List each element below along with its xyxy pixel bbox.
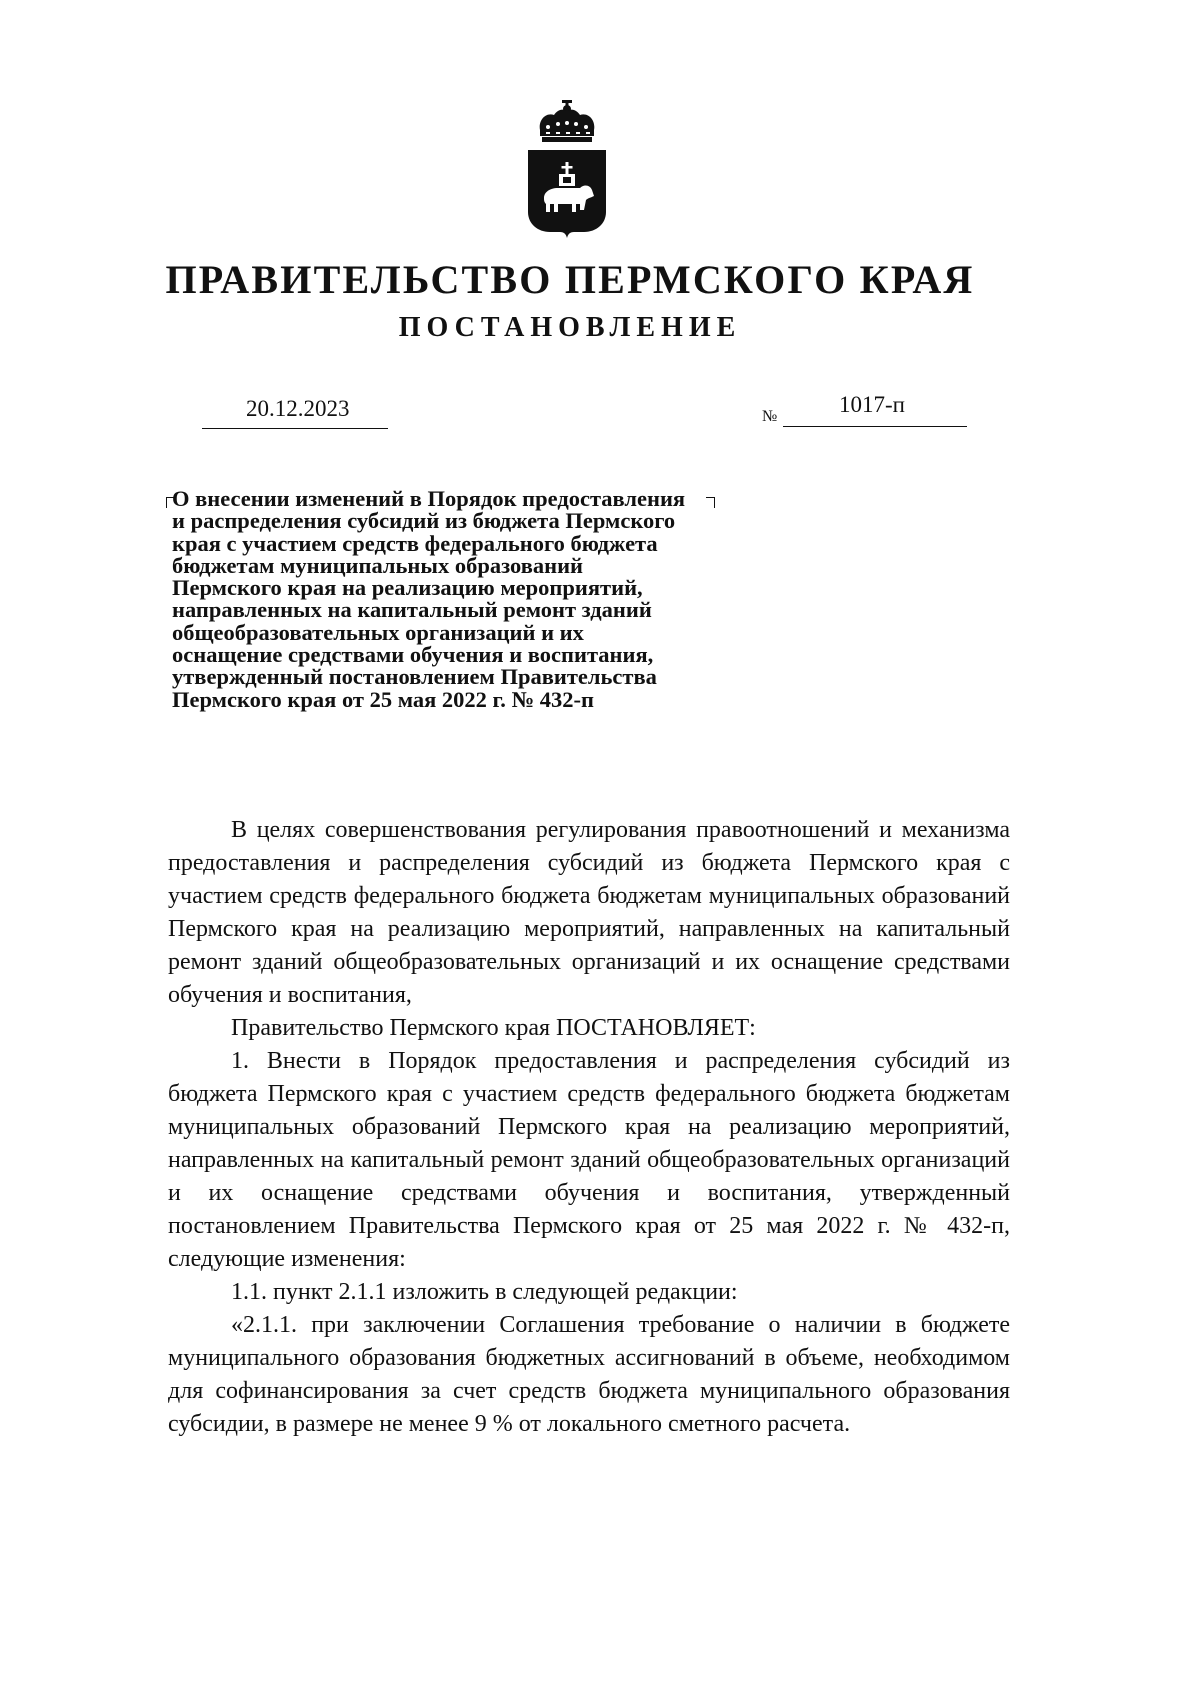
subject-line: О внесении изменений в Порядок предоставления <box>172 486 686 511</box>
subject-line: общеобразовательных организаций и их <box>172 619 584 645</box>
number-field <box>783 390 967 427</box>
body-paragraph-item-1: 1. Внести в Порядок предоставления и распределения субсидий из бюджета Пермского края с участием средств федерального бюджета бюджетам муниципальных образований Пермского края на реализацию мероприятий, направленных на капитальный ремонт зданий общеобразовательных организаций и их оснащение средствами обучения и воспитания, утвержденный постановлением Правительства Пермского края от 25 мая 2022 г. № 432-п, следующие изменения: <box>168 1048 1010 1272</box>
subject-line: Пермского края на реализацию мероприятий, <box>172 575 643 601</box>
coat-of-arms-icon <box>522 100 612 242</box>
body-paragraph-item-2-1-1: «2.1.1. при заключении Соглашения требование о наличии в бюджете муниципального образования бюджетных ассигнований в объеме, необходимом для софинансирования за счет средств бюджета муниципального образования субсидии, в размере не менее 9 % от локального сметного расчета. <box>168 1312 1010 1437</box>
subject-line: утвержденный постановлением Правительства <box>172 664 657 690</box>
subject-line: оснащение средствами обучения и воспитания, <box>172 642 654 668</box>
document-number: 1017-п <box>839 392 905 417</box>
document-date: 20.12.2023 <box>246 396 350 421</box>
number-label: № <box>762 408 778 425</box>
body-paragraph-item-1-1: 1.1. пункт 2.1.1 изложить в следующей редакции: <box>231 1279 738 1305</box>
document-subject <box>172 488 792 711</box>
subject-line: бюджетам муниципальных образований <box>172 552 583 578</box>
date-field <box>202 392 388 429</box>
subject-line: края с участием средств федерального бюджета <box>172 530 658 556</box>
body-paragraph-preamble: В целях совершенствования регулирования правоотношений и механизма предоставления и распределения субсидий из бюджета Пермского края с участием средств федерального бюджета бюджетам муниципальных образований Пермского края на реализацию мероприятий, направленных на капитальный ремонт зданий общеобразовательных организаций и их оснащение средствами обучения и воспитания, <box>168 817 1010 1008</box>
subject-line: Пермского края от 25 мая 2022 г. № 432-п <box>172 686 594 712</box>
body-paragraph-resolves: Правительство Пермского края ПОСТАНОВЛЯЕТ: <box>231 1015 756 1041</box>
document-type: ПОСТАНОВЛЕНИЕ <box>398 312 742 343</box>
document-body <box>168 814 1010 1441</box>
organization-title: ПРАВИТЕЛЬСТВО ПЕРМСКОГО КРАЯ <box>165 257 975 302</box>
subject-line: направленных на капитальный ремонт зданий <box>172 597 652 623</box>
subject-line: и распределения субсидий из бюджета Пермского <box>172 508 676 534</box>
